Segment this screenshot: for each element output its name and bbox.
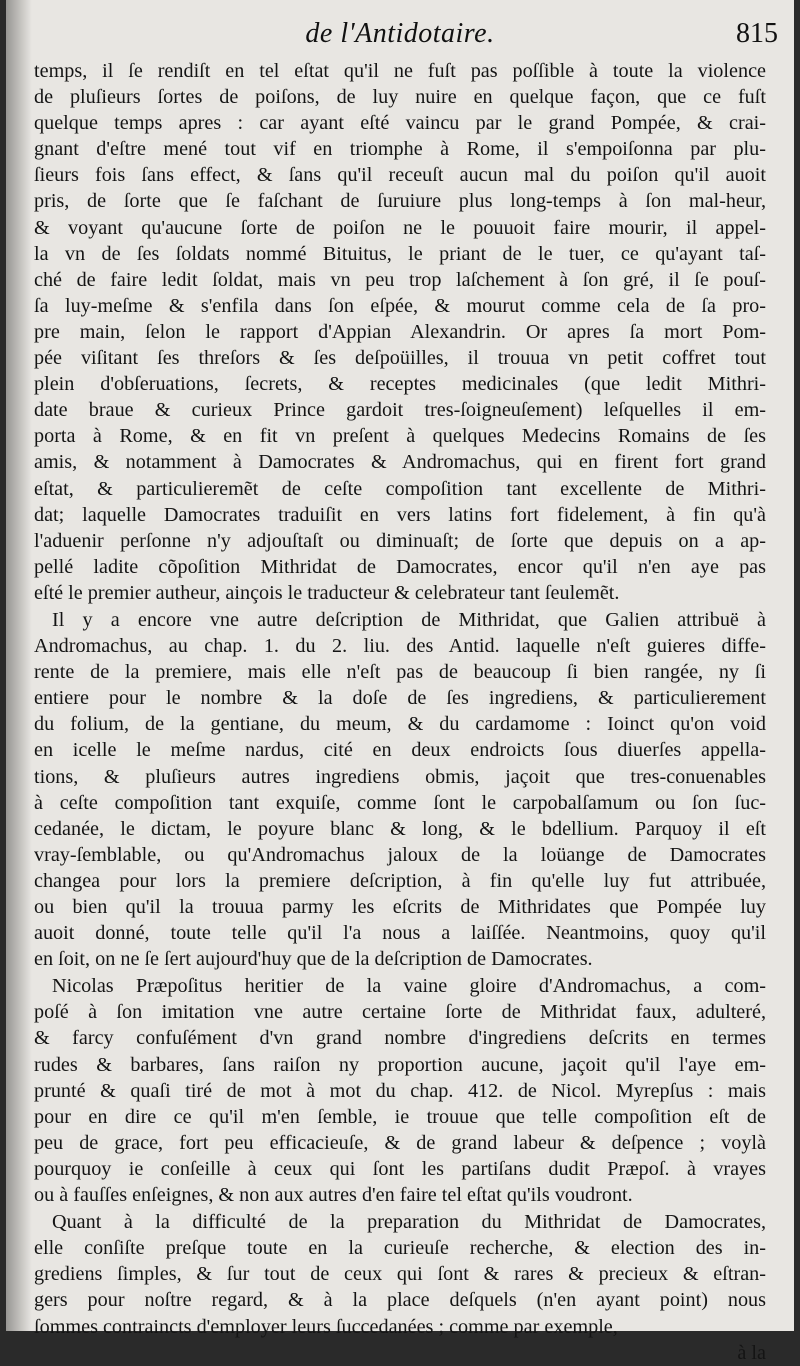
text-line: gnant d'eſtre mené tout vif en triomphe à Rome, il s'empoiſonna par plu- [34, 138, 766, 161]
text-line: eſté le premier autheur, ainçois le traducteur & celebrateur tant ſeulemẽt. [34, 581, 620, 604]
text-line: auoit donné, toute telle qu'il l'a nous a laiſſée. Neantmoins, quoy qu'il [34, 922, 766, 945]
text-line: ou bien qu'il la trouua parmy les eſcrits de Mithridates que Pompée luy [34, 896, 766, 918]
text-line: & farcy confuſément d'vn grand nombre d'ingrediens deſcrits en termes [34, 1027, 766, 1050]
text-line: ſommes contraincts d'employer leurs ſuccedanées ; comme par exemple, [34, 1315, 618, 1338]
gutter-shadow [6, 0, 32, 1331]
paragraph [34, 973, 766, 1208]
page-header [6, 18, 794, 58]
text-line: ſa luy-meſme & s'enfila dans ſon eſpée, & mourut comme cela de ſa pro- [34, 294, 766, 317]
text-line: poſé à ſon imitation vne autre certaine ſorte de Mithridat faux, adulteré, [34, 1001, 766, 1024]
paragraph [34, 1209, 766, 1339]
text-line: rudes & barbares, ſans raiſon ny proportion aucune, jaçoit qu'il l'aye em- [34, 1053, 766, 1076]
text-line: rente de la premiere, mais elle n'eſt pas de beaucoup ſi bien rangée, ny ſi [34, 661, 766, 684]
text-line: en icelle le meſme nardus, cité en deux endroicts ſous diuerſes appella- [34, 739, 766, 762]
page-number: 815 [736, 18, 778, 49]
text-line: plein d'obſeruations, ſecrets, & receptes medicinales (que ledit Mithri- [34, 373, 766, 396]
text-line: grediens ſimples, & ſur tout de ceux qui ſont & rares & precieux & eſtran- [34, 1263, 766, 1286]
text-line: Andromachus, au chap. 1. du 2. liu. des Antid. laquelle n'eſt guieres diffe- [34, 635, 766, 658]
text-line: & voyant qu'aucune ſorte de poiſon ne le pouuoit faire mourir, il appel- [34, 216, 766, 239]
body-text [34, 58, 766, 1366]
text-line: de pluſieurs ſortes de poiſons, de luy nuire en quelque façon, que ce fuſt [34, 86, 766, 109]
text-line: en ſoit, on ne ſe ſert aujourd'huy que de la deſcription de Damocrates. [34, 948, 593, 971]
text-line: amis, & notamment à Damocrates & Andromachus, qui en firent fort grand [34, 451, 766, 474]
paragraph [34, 58, 766, 606]
text-line: pre main, ſelon le rapport d'Appian Alexandrin. Or apres ſa mort Pom- [34, 320, 766, 343]
running-title: de l'Antidotaire. [305, 18, 495, 49]
text-line: vray-ſemblable, ou qu'Andromachus jaloux de la loüange de Damocrates [34, 843, 766, 866]
text-line: pellé ladite cõpoſition Mithridat de Damocrates, encor qu'il n'en aye pas [34, 555, 766, 578]
text-line: peu de grace, fort peu efficacieuſe, & de grand labeur & deſpence ; voylà [34, 1131, 766, 1154]
catchword: à la [737, 1341, 766, 1364]
paragraph [34, 607, 766, 972]
text-line: pour en dire ce qu'il m'en ſemble, ie trouue que telle compoſition eſt de [34, 1105, 766, 1128]
text-line: prunté & quaſi tiré de mot à mot du chap. 412. de Nicol. Myrepſus : mais [34, 1079, 766, 1102]
text-line: temps, il ſe rendiſt en tel eſtat qu'il ne fuſt pas poſſible à toute la violence [34, 60, 766, 82]
text-line: porta à Rome, & en fit vn preſent à quelques Medecins Romains de ſes [34, 425, 766, 448]
text-line: pris, de ſorte que ſe faſchant de ſuruiure plus long-temps à ſon mal-heur, [34, 190, 766, 213]
text-line: date braue & curieux Prince gardoit tres-ſoigneuſement) leſquelles il em- [34, 399, 766, 422]
text-line: dat; laquelle Damocrates traduiſit en vers latins fort fidelement, à fin qu'à [34, 503, 766, 526]
text-line: la vn de ſes ſoldats nommé Bituitus, le priant de le tuer, ce qu'ayant taſ- [34, 242, 766, 265]
text-line: Il y a encore vne autre deſcription de Mithridat, que Galien attribuë à [52, 608, 766, 631]
text-line: quelque temps apres : car ayant eſté vaincu par le grand Pompée, & crai- [34, 112, 766, 135]
text-line: cedanée, le dictam, le poyure blanc & long, & le bdellium. Parquoy il eſt [34, 817, 766, 840]
text-line: changea pour lors la premiere deſcription, à fin qu'elle luy fut attribuée, [34, 869, 766, 892]
text-line: tions, & pluſieurs autres ingrediens obmis, jaçoit que tres-conuenables [34, 765, 766, 788]
text-line: à ceſte compoſition tant exquiſe, comme ſont le carpobalſamum ou ſon ſuc- [34, 791, 766, 814]
text-line: gers pour noſtre regard, & à la place deſquels (n'en ayant point) nous [34, 1289, 766, 1312]
text-line: ou à fauſſes enſeignes, & non aux autres d'en faire tel eſtat qu'ils voudront. [34, 1184, 633, 1207]
text-line: du folium, de la gentiane, du meum, & du cardamome : Ioinct qu'on void [34, 713, 766, 736]
text-line: Nicolas Præpoſitus heritier de la vaine gloire d'Andromachus, a com- [52, 975, 766, 998]
text-line: eſtat, & particulieremẽt de ceſte compoſition tant excellente de Mithri- [34, 477, 766, 500]
text-line: entiere pour le nombre & la doſe de ſes ingrediens, & particulierement [34, 687, 766, 710]
text-line: pée viſitant ſes threſors & ſes deſpoüilles, il trouua vn petit coffret tout [34, 347, 766, 370]
book-page [6, 0, 794, 1364]
text-line: ché de faire ledit ſoldat, mais vn peu trop laſchement à ſon gré, il ſe pouſ- [34, 268, 766, 291]
text-line: pourquoy ie conſeille à ceux qui ſont les partiſans dudit Præpoſ. à vrayes [34, 1157, 766, 1180]
text-line: ſieurs fois ſans effect, & ſans qu'il receuſt aucun mal du poiſon qu'il auoit [34, 164, 766, 187]
text-line: elle conſiſte preſque toute en la curieuſe recherche, & election des in- [34, 1237, 766, 1260]
text-line: Quant à la difficulté de la preparation du Mithridat de Damocrates, [52, 1211, 766, 1234]
text-line: l'aduenir perſonne n'y adjouſtaſt ou diminuaſt; de ſorte que depuis on a ap- [34, 529, 766, 552]
